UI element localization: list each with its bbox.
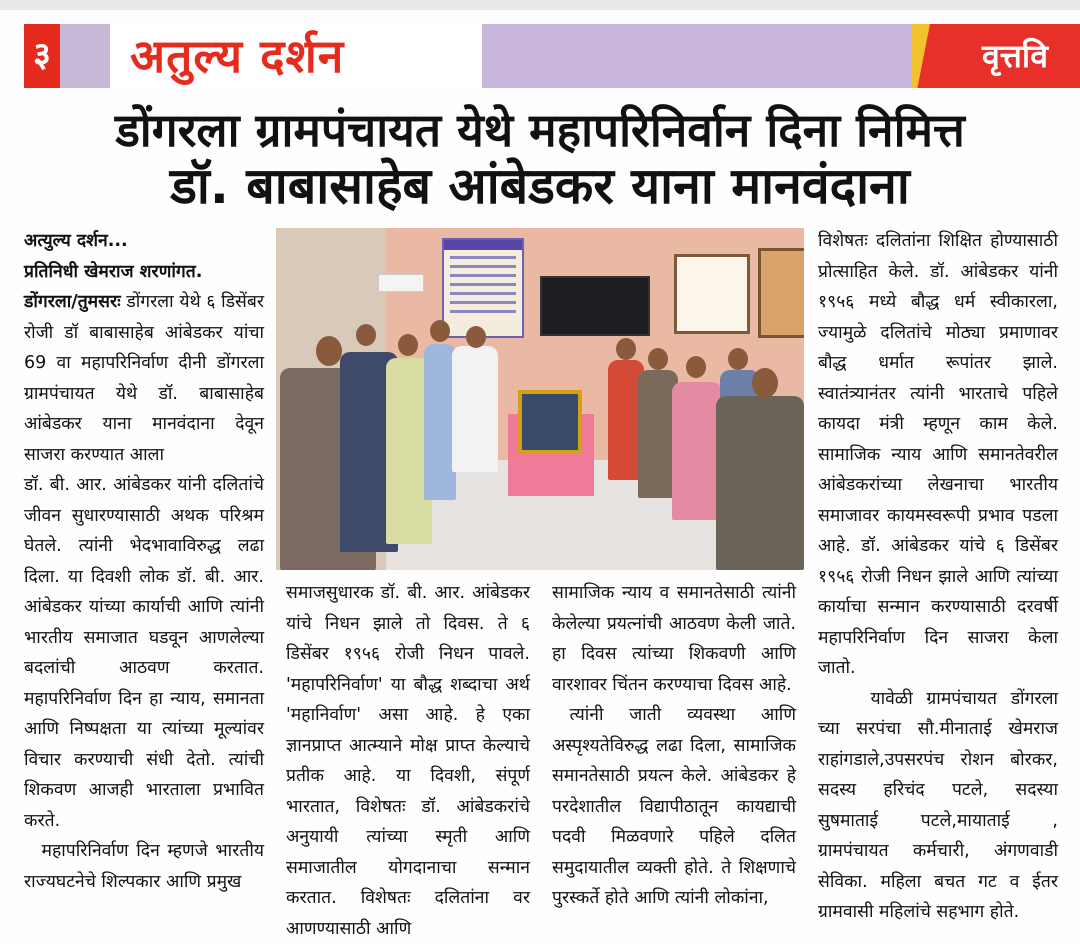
- wall-portrait: [758, 248, 804, 338]
- headline-line-2: डॉ. बाबासाहेब आंबेडकर याना मानवंदाना: [170, 157, 910, 215]
- section-label: वृत्तवि: [912, 24, 1080, 88]
- person: [672, 382, 722, 520]
- person: [716, 396, 804, 570]
- event-photo: [276, 228, 804, 570]
- masthead-band: [482, 24, 912, 88]
- article-column-1: [24, 226, 264, 897]
- byline-source: अत्युल्य दर्शन...: [24, 231, 128, 251]
- air-conditioner: [378, 274, 424, 292]
- headline-line-1: डोंगरला ग्रामपंचायत येथे महापरिनिर्वान दिना निमित्त: [115, 103, 965, 157]
- paragraph: महापरिनिर्वाण दिन म्हणजे भारतीय राज्यघटनेचे शिल्पकार आणि प्रमुख: [24, 841, 264, 892]
- page-number-shade: [60, 24, 110, 88]
- byline-reporter: प्रतिनिधी खेमराज शरणांगत.: [24, 261, 203, 282]
- headline: [0, 102, 1080, 214]
- masthead-title: अतुल्य दर्शन: [110, 24, 482, 88]
- intro-paragraph: [24, 287, 264, 470]
- article-column-2: [286, 578, 530, 944]
- paragraph: यावेळी ग्रामपंचायत डोंगरला च्या सरपंचा सौ.मीनाताई खेमराज राहांगडाले,उपसरपंच रोशन बोरकर, सदस्य हरिचंद पटले, सदस्या सुषमाताई पटले,मायाताई , ग्रामपंचायत कर्मचारी, अंगणवाडी सेविका. महिला बचत गट व ईतर ग्रामवासी महिलांचे सहभाग होते.: [818, 688, 1058, 922]
- wall-frame: [674, 254, 750, 334]
- paragraph: विशेषतः दलितांना शिक्षित होण्यासाठी प्रोत्साहित केले. डॉ. आंबेडकर यांनी १९५६ मध्ये बौद्ध धर्म स्वीकारला, ज्यामुळे दलितांचे मोठ्या प्रमाणावर बौद्ध धर्मात रूपांतर झाले. स्वातंत्र्यानंतर त्यांनी भारताचे पहिले कायदा मंत्री म्हणून काम केले. सामाजिक न्याय आणि समानतेवरील आंबेडकरांच्या लेखनाचा भारतीय समाजावर कायमस्वरूपी प्रभाव पडला आहे. डॉ. आंबेडकर यांचे ६ डिसेंबर १९५६ रोजी निधन झाले आणि त्यांच्या कार्याचा सन्मान करण्यासाठी दरवर्षी महापरिनिर्वाण दिन साजरा केला जातो.: [818, 231, 1058, 678]
- page-number: ३: [24, 24, 60, 88]
- top-strip: [0, 0, 1080, 10]
- person: [452, 346, 498, 472]
- ambedkar-portrait: [518, 390, 582, 454]
- article-column-3: [552, 578, 796, 914]
- paragraph: त्यांनी जाती व्यवस्था आणि अस्पृश्यतेविरुद्ध लढा दिला, सामाजिक समानतेसाठी प्रयत्न केले. आंबेडकर हे परदेशातील विद्यापीठातून कायद्याची पदवी मिळवणारे पहिले दलित समुदायातील व्यक्ती होते. ते शिक्षणाचे पुरस्कर्ते होते आणि त्यांनी लोकांना,: [552, 705, 796, 908]
- intro-text: डोंगरला येथे ६ डिसेंबर रोजी डॉ बाबासाहेब आंबेडकर यांचा 69 वा महापरिनिर्वाण दीनी डोंगरला ग्रामपंचायत येथे डॉ. बाबासाहेब आंबेडकर याना मानवंदाना देवून साजरा करण्यात आला: [24, 292, 264, 465]
- notice-board: [442, 238, 524, 338]
- paragraph: डॉ. बी. आर. आंबेडकर यांनी दलितांचे जीवन सुधारण्यासाठी अथक परिश्रम घेतले. त्यांनी भेदभावाविरुद्ध लढा दिला. या दिवशी लोक डॉ. बी. आर. आंबेडकर यांच्या कार्याची आणि त्यांनी भारतीय समाजात घडवून आणलेल्या बदलांची आठवण करतात. महापरिनिर्वाण दिन हा न्याय, समानता आणि निष्पक्षता या त्यांच्या मूल्यांवर विचार करण्याची संधी देतो. त्यांची शिकवण आजही भारताला प्रभावित करते.: [24, 475, 264, 831]
- paragraph: समाजसुधारक डॉ. बी. आर. आंबेडकर यांचे निधन झाले तो दिवस. ते ६ डिसेंबर १९५६ रोजी निधन पावले. 'महापरिनिर्वाण' या बौद्ध शब्दाचा अर्थ 'महानिर्वाण' असा आहे. हे एका ज्ञानप्राप्त आत्म्याने मोक्ष प्राप्त केल्याचे प्रतीक आहे. या दिवशी, संपूर्ण भारतात, विशेषतः डॉ. आंबेडकरांचे अनुयायी त्यांच्या स्मृती आणि समाजातील योगदानाचा सन्मान करतात. विशेषतः दलितांना वर आणण्यासाठी आणि: [286, 583, 530, 939]
- paragraph: सामाजिक न्याय व समानतेसाठी त्यांनी केलेल्या प्रयत्नांची आठवण केली जाते. हा दिवस त्यांच्या शिकवणी आणि वारशावर चिंतन करण्याचा दिवस आहे.: [552, 583, 796, 695]
- article-column-4: [818, 226, 1058, 928]
- television: [540, 276, 650, 336]
- dateline: डोंगरला/तुमसरः: [24, 292, 121, 312]
